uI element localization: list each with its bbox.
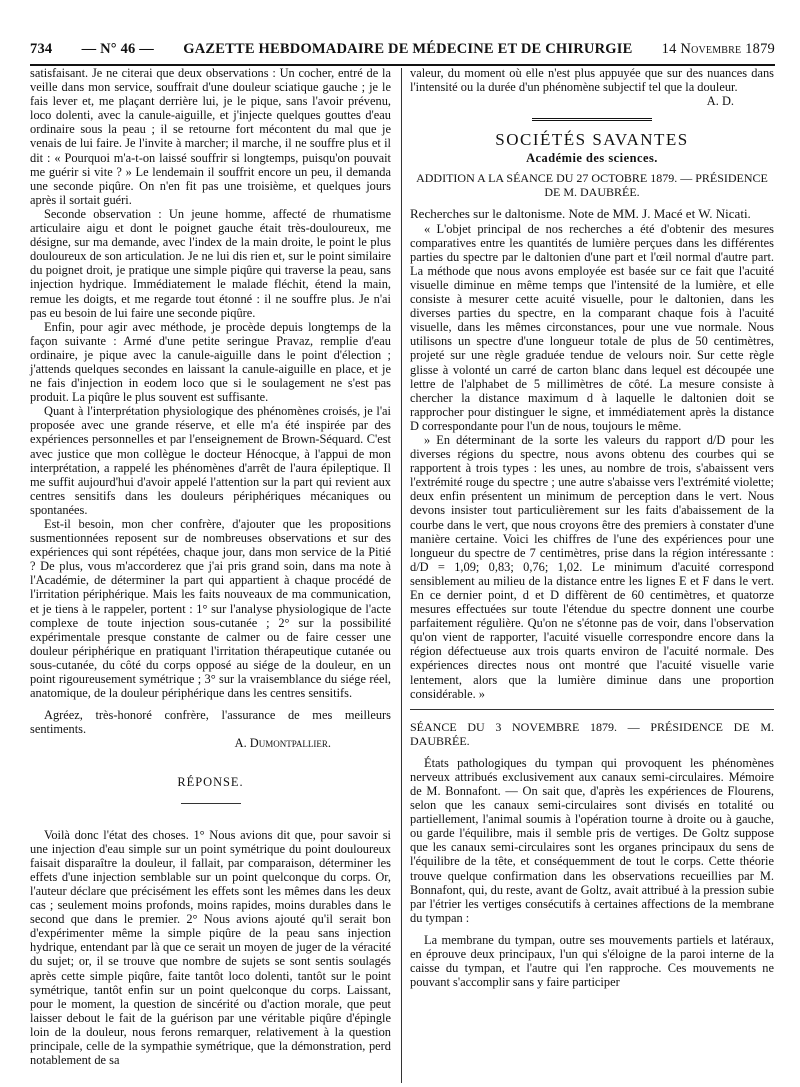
- session-heading: SÉANCE DU 3 NOVEMBRE 1879. — PRÉSIDENCE DE M. DAUBRÉE.: [410, 719, 774, 748]
- paragraph: Enfin, pour agir avec méthode, je procède depuis longtemps de la façon suivante : Armé d'une petite seringue Pravaz, remplie d'eau ordinaire, je pique avec la canule-aiguille dans le point d'élection ; j'attends quelques secondes en laissant la canule-aiguille en place, et je ne fais d'injection in eodem loco que si le soulagement ne s'est pas produit. La piqûre le plus souvent est suffisante.: [30, 319, 391, 405]
- paragraph: États pathologiques du tympan qui provoquent les phénomènes nerveux attribués exclusivement aux canaux semi-circulaires. Mémoire de M. Bonnafont. — On sait que, d'après les expériences de Flourens, selon que les canaux semi-circulaires sont divisés en totalité ou partiellement, l'animal soumis à l'opération tourne à droite ou à gauche, ou garde l'équilibre, mais il semble pris de vertiges. De Goltz suppose que les canaux semi-circulaires sont les organes principaux du sens de l'équilibre de la tête, et conséquemment de tout le corps. Cette théorie trouve quelque confirmation dans les observations recueillies par M. Bonnafont, qui, du reste, avant de Goltz, avait attribué à la pression subie par l'étrier les vertiges consécutifs à certaines affections de la membrane du tympan :: [410, 755, 774, 925]
- section-separator: [410, 709, 774, 710]
- paragraph: valeur, du moment où elle n'est plus appuyée que sur des nuances dans l'intensité ou la durée d'un phénomène subjectif tel que la douleur.: [410, 66, 774, 95]
- right-column: [410, 66, 774, 989]
- paragraph: » En déterminant de la sorte les valeurs du rapport d/D pour les diverses régions du spectre, nous avons obtenu des courbes qui se rapportent à trois types : les unes, au nombre de trois, s'abaissent vers l'extrémité rouge du spectre ; une autre s'abaisse vers l'extrémité violette; deux enfin présentent un minimum de perception dans le vert. Nous devons insister tout particulièrement sur les faits d'abaissement de la courbe dans le vert, que nous croyons être des premiers à constater d'une manière certaine. Voici les chiffres de l'une des expériences pour une longueur du spectre de 7 centimètres, prise dans la région intéressante : d/D = 1,09; 0,83; 0,76; 1,02. Le minimum d'acuité correspond sensiblement au milieu de la distance entre les lignes E et F dans le vert. En ce dernier point, d et D diffèrent de 60 centimètres, et quatorze mesures effectuées sur toute l'étendue du spectre donnent une courbe parfaitement régulière. Qu'on ne s'étonne pas de voir, dans l'observation qu'on vient de rapporter, l'acuité visuelle correspondre encore dans la région défectueuse aux trois quarts environ de l'acuité normale. Des expériences directes nous ont montré que l'acuité visuelle varie lentement, alors que la lumière diminue dans une proportion considérable. »: [410, 432, 774, 701]
- signature: A. D.: [706, 94, 734, 109]
- paragraph: La membrane du tympan, outre ses mouvements partiels et latéraux, en éprouve deux principaux, l'un qui s'éloigne de la paroi interne de la caisse du tympan, et l'autre qui l'en rapproche. Ces mouvements ne pouvant s'accomplir sans y faire participer: [410, 932, 774, 990]
- page-header: [30, 38, 775, 60]
- reponse-heading: RÉPONSE.: [177, 774, 244, 789]
- paragraph: « L'objet principal de nos recherches a été d'obtenir des mesures comparatives entre les quantités de lumière perçues dans les différentes parties du spectre par le daltonien d'une part et l'œil normal d'autre part. La méthode que nous avons employée est basée sur ce fait que l'acuité visuelle diminue en même temps que l'intensité de la lumière, et elle consiste à mesurer cette acuité visuelle, pour le daltonien, dans les diverses parties du spectre, en la comparant chaque fois à l'acuité visuelle, dans les mêmes circonstances, pour une vue normale. Nous utilisons un spectre d'une longueur totale de plus de 50 centimètres, projeté sur une règle graduée tendue de velours noir. Sur cette règle glisse à volonté un carré de carton blanc dans lequel est découpée une lettre de l'alphabet de 5 millimètres de côté. La mesure consiste à chercher la distance maximum d à laquelle le daltonien doit se rapprocher pour distinguer le signe, et immédiatement après la distance D correspondante pour l'un de nous, toujours le même.: [410, 221, 774, 433]
- paragraph: Agréez, très-honoré confrère, l'assurance de mes meilleurs sentiments.: [30, 708, 391, 737]
- paragraph: Quant à l'interprétation physiologique des phénomènes croisés, je l'ai proposée avec une grande réserve, et elle m'a été inspirée par des expériences personnelles et par l'enseignement de Brown-Séquard. C'est avec justice que mon collègue le docteur Hénocque, à l'appui de mon interprétation, a rappelé les phénomènes d'arrêt de l'aura épileptique. Il me suffit aujourd'hui d'avoir appelé l'attention sur la part qui revient aux centres sensitifs dans les douleurs périphériques mécaniques ou spontanées.: [30, 404, 391, 517]
- section-subtitle: Académie des sciences.: [526, 151, 658, 166]
- issue-date: 14 Novembre 1879: [661, 40, 775, 57]
- paragraph: Seconde observation : Un jeune homme, affecté de rhumatisme articulaire aigu et dont le poignet gauche était très-douloureux, me désigne, sur ma demande, avec l'index de la main droite, le point le plus douloureux de son articulation. Je ne lui dis rien et, sur le point similaire du poignet droit, je pratique une simple piqûre qui traverse la peau, sans injection hydrique. Immédiatement le malade fléchit, étend la main, remue les doigts, et me regarde tout étonné : il ne souffre plus. Je n'ai pas eu besoin de lui faire une seconde piqûre.: [30, 206, 391, 320]
- journal-title: GAZETTE HEBDOMADAIRE DE MÉDECINE ET DE CHIRURGIE: [183, 40, 633, 57]
- session-heading: ADDITION A LA SÉANCE DU 27 OCTOBRE 1879. — PRÉSIDENCE DE M. DAUBRÉE.: [416, 171, 768, 200]
- page-number: 734: [30, 40, 53, 57]
- left-column: [30, 66, 391, 1067]
- column-divider: [401, 68, 402, 1083]
- paragraph: Voilà donc l'état des choses. 1° Nous avions dit que, pour savoir si une injection d'eau simple sur un point symétrique du point douloureux faisait disparaître la douleur, il fallait, par comparaison, déterminer les effets d'une injection semblable sur un point quelconque du corps. Or, l'auteur déclare que précisément les effets sont les mêmes dans les deux cas ; seulement moins profonds, moins rapides, moins durables dans le second que dans le premier. 2° Nous avions ajouté qu'il serait bon d'expérimenter même la simple piqûre de la peau sans injection hydrique, entendant par là que ce serait un moyen de juger de la véracité du sujet; or, il se trouve que nombre de sujets se sont sentis soulagés après cette simple piqûre, faite tantôt loco dolenti, tantôt sur le point symétrique, tantôt enfin sur un point quelconque du corps. Laissant, pour le moment, la question de sincérité ou d'action morale, que peut laisser debout le fait de la guérison par une véritable piqûre d'épingle loin de la douleur, nous ferons remarquer, relativement à la question principale, celle de la sympathie symétrique, que la démonstration, perd notablement de sa: [30, 827, 391, 1068]
- article-title: Recherches sur le daltonisme. Note de MM. J. Macé et W. Nicati.: [410, 206, 751, 222]
- signature: A. Dumontpallier.: [234, 736, 331, 751]
- paragraph: Est-il besoin, mon cher confrère, d'ajouter que les propositions susmentionnées reposent sur de nombreuses observations et sur des expériences qui sont répétées, chaque jour, dans mon service de la Pitié ? De plus, vous m'accorderez que j'ai pris grand soin, dans ma note à l'Académie, de déterminer la part qui appartient à chaque procédé de l'irritation périphérique. Mais les faits nouveaux de ma communication, et je tiens à le rappeler, portent : 1° sur l'analyse physiologique de l'acte complexe de toute injection sous-cutanée ; 2° sur la possibilité expérimentale presque constante de calmer ou de faire cesser une douleur périphérique en pratiquant l'irritation thérapeutique cutanée ou sous-cutanée, du côté du corps opposé au siége de la douleur, en un point rigoureusement symétrique ; 3° sur la vraisemblance du siége réel, anatomique, de la douleur périphérique dans les centres sensitifs.: [30, 517, 391, 701]
- separator: [181, 803, 241, 804]
- section-title: SOCIÉTÉS SAVANTES: [495, 130, 689, 150]
- section-separator: [532, 118, 652, 121]
- paragraph: satisfaisant. Je ne citerai que deux observations : Un cocher, entré de la veille dans mon service, souffrait d'une douleur sciatique gauche ; je le fais lever et, me plaçant derrière lui, je le pique, sans l'avoir prévenu, loco dolenti, avec la canule-aiguille, et j'injecte quelques gouttes d'eau ordinaire sous la peau ; il se retourne fort mécontent du mal que je venais de lui faire. Je l'invite à marcher; il marche, il ne souffre plus et il dit : « Pourquoi m'a-t-on laissé souffrir si longtemps, puisqu'on pouvait me guérir si vite ? » Le lendemain il souffrit encore un peu, il demanda une seconde piqûre. On n'en fit pas une troisième, et quelques jours après il sortait guéri.: [30, 66, 391, 207]
- issue-number: — N° 46 —: [81, 40, 155, 57]
